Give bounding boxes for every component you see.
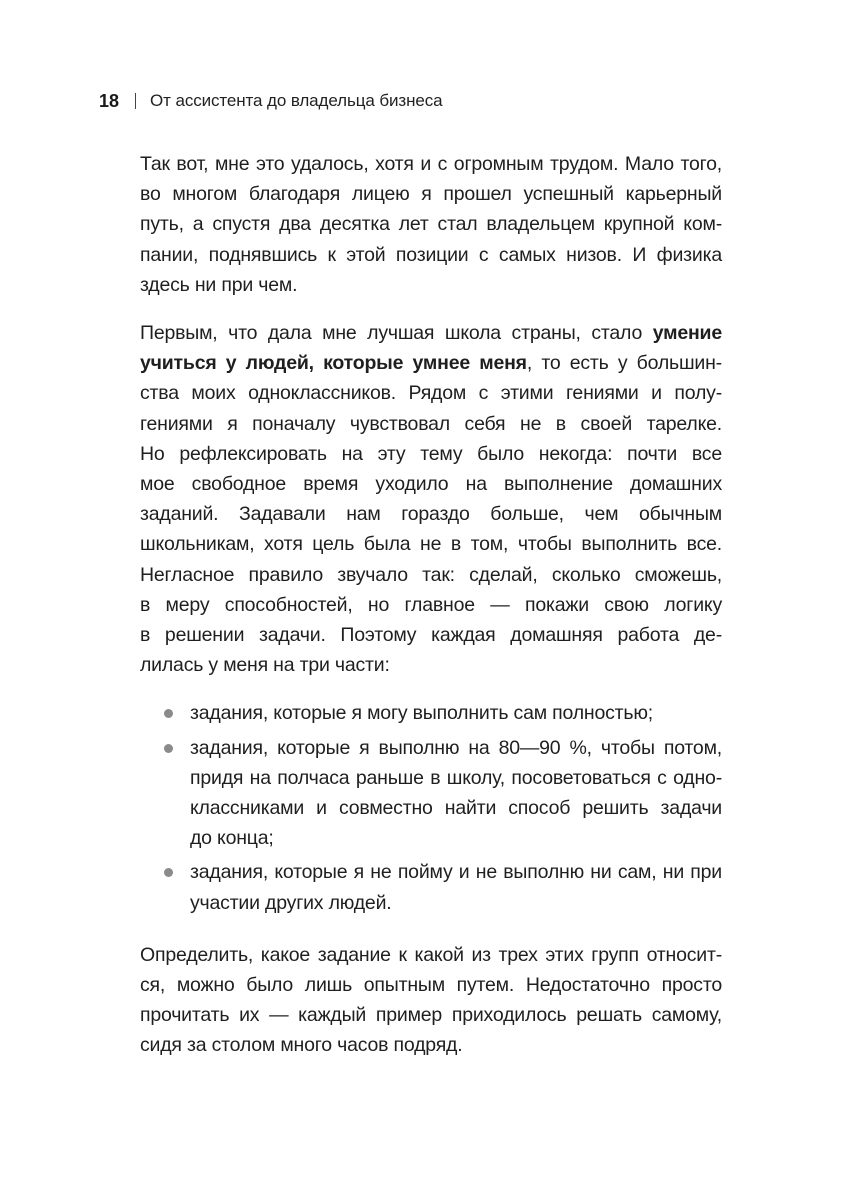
paragraph-2: [140, 318, 722, 680]
list-item: [140, 733, 722, 854]
text-line: во многом благодаря лицею я прошел успешный карьерный: [140, 183, 722, 206]
running-header: [99, 88, 442, 114]
text-line: прочитать их — каждый пример приходилось решать самому,: [140, 1004, 722, 1027]
text-line: [140, 348, 722, 378]
bullet-icon: [164, 744, 173, 753]
text-line: школьникам, хотя цель была не в том, чтобы выполнить все.: [140, 533, 722, 556]
paragraph-1: [140, 149, 722, 300]
text-span: , то есть у большин-: [526, 352, 722, 375]
paragraph-3: [140, 940, 722, 1061]
text-line: Определить, какое задание к какой из трех этих групп относит-: [140, 943, 722, 966]
text-line: в меру способностей, но главное — покажи свою логику: [140, 593, 722, 616]
text-line: задания, которые я выполню на 80—90 %, чтобы потом,: [190, 736, 722, 759]
text-line: задания, которые я не пойму и не выполню ни сам, ни при: [190, 861, 722, 884]
text-line: Так вот, мне это удалось, хотя и с огромным трудом. Мало того,: [140, 153, 722, 175]
bullet-list: [140, 698, 722, 917]
text-line: задания, которые я могу выполнить сам полностью;: [190, 702, 653, 725]
text-line: гениями я поначалу чувствовал себя не в своей тарелке.: [140, 412, 722, 435]
text-line: путь, а спустя два десятка лет стал владельцем крупной ком-: [140, 213, 722, 236]
page-number: 18: [99, 90, 120, 111]
text-line: [140, 318, 722, 348]
text-line: мое свободное время уходило на выполнение домашних: [140, 473, 722, 496]
text-line: ся, можно было лишь опытным путем. Недостаточно просто: [140, 974, 722, 997]
emphasis-text: учиться у людей, которые умнее меня: [140, 352, 527, 375]
text-line: Негласное правило звучало так: сделай, сколько сможешь,: [140, 563, 722, 586]
bullet-icon: [164, 709, 173, 718]
text-line: Но рефлексировать на эту тему было некогда: почти все: [140, 442, 722, 465]
text-line: сидя за столом много часов подряд.: [140, 1034, 463, 1057]
bullet-icon: [164, 868, 173, 877]
text-line: ства моих одноклассников. Рядом с этими гениями и полу-: [140, 382, 722, 405]
header-divider: [135, 93, 136, 109]
list-item: [140, 857, 722, 917]
text-line: пании, поднявшись к этой позиции с самых низов. И физика: [140, 243, 722, 266]
text-line: заданий. Задавали нам гораздо больше, чем обычным: [140, 503, 722, 526]
emphasis-text: умение: [652, 322, 722, 345]
list-item: [140, 698, 722, 728]
text-line: классниками и совместно найти способ решить задачи: [190, 797, 722, 820]
text-line: в решении задачи. Поэтому каждая домашняя работа де-: [140, 624, 722, 647]
text-span: Первым, что дала мне лучшая школа страны, стало: [140, 322, 653, 345]
text-line: придя на полчаса раньше в школу, посоветоваться с одно-: [190, 766, 722, 789]
text-line: участии других людей.: [190, 891, 392, 914]
page-body: [140, 149, 722, 1079]
text-line: здесь ни при чем.: [140, 273, 298, 296]
text-line: до конца;: [190, 827, 274, 850]
running-title: От ассистента до владельца бизнеса: [150, 91, 443, 110]
text-line: лилась у меня на три части:: [140, 654, 390, 677]
